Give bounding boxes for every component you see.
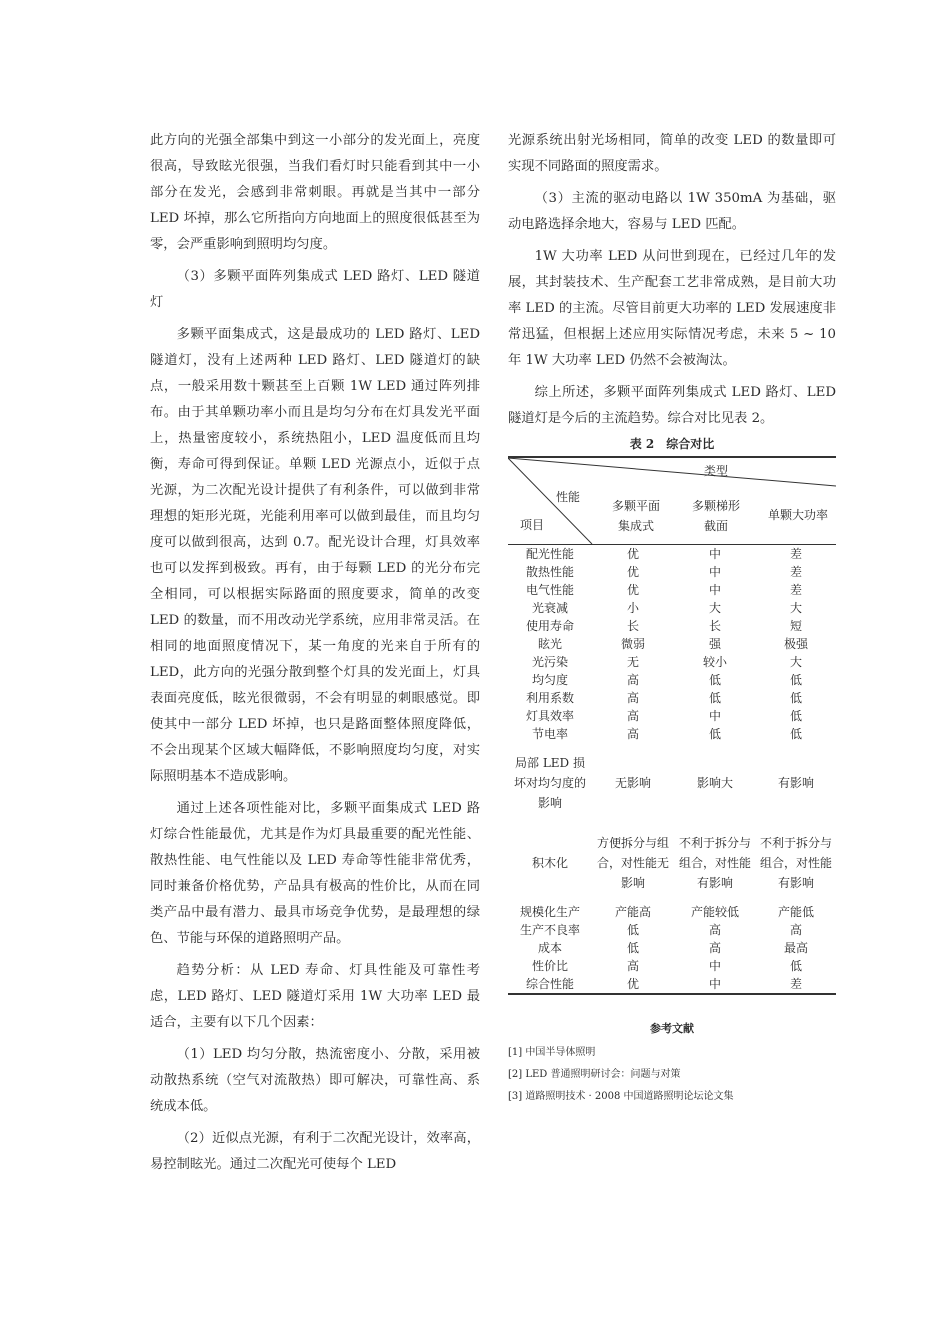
reference-item: [1] 中国半导体照明 — [508, 1047, 596, 1058]
table-row — [508, 975, 836, 994]
row-label-cell: 配光性能 — [525, 547, 574, 561]
table-cell: 中 — [708, 709, 721, 723]
table-row — [508, 599, 836, 617]
table-cell: 大 — [708, 601, 721, 615]
paragraph: 通过上述各项性能对比，多颗平面集成式 LED 路灯综合性能最优，尤其是作为灯具最重要的配光性能、散热性能、电气性能以及 LED 寿命等性能非常优秀，同时兼备价格优势，产品具有极高的性价比，从而在同类产品中最有潜力、最具市场竞争优势，是最理想的绿色、节能与环保的道路照明产品。 — [150, 801, 480, 946]
table-cell: 差 — [789, 583, 802, 597]
table-cell: 低 — [708, 673, 721, 687]
table-cell: 影响大 — [696, 776, 733, 790]
table-cell: 低 — [789, 709, 802, 723]
table-row — [508, 545, 836, 564]
table-cell: 较小 — [702, 655, 727, 669]
reference-item: [2] LED 普通照明研讨会：问题与对策 — [508, 1069, 681, 1080]
paragraph: （3）主流的驱动电路以 1W 350mA 为基础，驱动电路选择余地大，容易与 LED 匹配。 — [508, 191, 836, 232]
paragraph: 多颗平面集成式，这是最成功的 LED 路灯、LED 隧道灯，没有上述两种 LED 路灯、LED 隧道灯的缺点，一般采用数十颗甚至上百颗 1W LED 通过阵列排布。由于其单颗功率小而且是均匀分布在灯具发光平面上，热量密度较小，系统热阻小，LED 温度低而且均衡，寿命可得到保证。单颗 LED 光源点小，近似于点光源，为二次配光设计提供了有利条件，可以做到非常理想的矩形光斑，光能利用率可以做到最佳，而且均匀度可以做到很高，达到 0.7。配光设计合理，灯具效率也可以发挥到极致。再有，由于每颗 LED 的光分布完全相同，可以根据实际路面的照度要求，简单的改变 LED 的数量，而不用改动光学系统，应用非常灵活。在相同的地面照度情况下，某一角度的光来自于所有的 LED，此方向的光强分散到整个灯具的发光面上，灯具表面亮度低，眩光很微弱，不会有明显的刺眼感觉。即使其中一部分 LED 坏掉，也只是路面整体照度降低，不会出现某个区域大幅降低，不影响照度均匀度，对实际照明基本不造成影响。 — [150, 327, 480, 784]
table-cell: 低 — [789, 673, 802, 687]
paragraph: （1）LED 均匀分散，热流密度小、分散，采用被动散热系统（空气对流散热）即可解决，可靠性高、系统成本低。 — [150, 1047, 480, 1114]
table-row — [508, 671, 836, 689]
table-diagonal-header — [508, 458, 836, 544]
table-cell: 低 — [789, 959, 802, 973]
table-cell: 大 — [789, 601, 802, 615]
table-cell: 差 — [789, 547, 802, 561]
table-cell: 高 — [626, 691, 639, 705]
table-cell: 高 — [626, 959, 639, 973]
table-cell: 长 — [708, 619, 721, 633]
table-cell: 中 — [708, 583, 721, 597]
table-cell: 无影响 — [614, 776, 651, 790]
table-cell: 低 — [626, 923, 639, 937]
table-cell: 低 — [626, 941, 639, 955]
table-cell: 高 — [626, 673, 639, 687]
table-cell: 优 — [592, 975, 674, 994]
table-row — [508, 903, 836, 921]
table-row — [508, 957, 836, 975]
table-cell: 中 — [708, 565, 721, 579]
row-label-cell: 成本 — [537, 941, 562, 955]
row-label-cell: 综合性能 — [508, 975, 592, 994]
table-cell: 中 — [674, 975, 756, 994]
table-cell: 中 — [708, 959, 721, 973]
table-cell: 差 — [756, 975, 836, 994]
left-column — [150, 128, 480, 1178]
row-label-cell: 利用系数 — [525, 691, 574, 705]
table-title: 表 2 综合对比 — [629, 437, 715, 451]
table-row — [508, 743, 836, 823]
references-title: 参考文献 — [650, 1022, 694, 1035]
table-row — [508, 823, 836, 903]
table-cell: 产能较低 — [690, 905, 739, 919]
row-label-cell: 电气性能 — [525, 583, 574, 597]
row-label-cell: 眩光 — [537, 637, 562, 651]
comparison-table — [508, 456, 836, 995]
row-label-cell: 光污染 — [531, 655, 568, 669]
table-cell: 产能低 — [777, 905, 814, 919]
table-cell: 优 — [626, 547, 639, 561]
references-section — [508, 1018, 836, 1108]
table-cell: 不利于拆分与组合，对性能有影响 — [678, 836, 751, 890]
table-row — [508, 617, 836, 635]
row-label-cell: 规模化生产 — [519, 905, 580, 919]
paragraph: 趋势分析：从 LED 寿命、灯具性能及可靠性考虑，LED 路灯、LED 隧道灯采用 1W 大功率 LED 最适合，主要有以下几个因素： — [150, 963, 480, 1030]
table-cell: 极强 — [783, 637, 808, 651]
table-cell: 优 — [626, 583, 639, 597]
table-cell: 低 — [708, 691, 721, 705]
table-row — [508, 689, 836, 707]
table-cell: 低 — [789, 727, 802, 741]
references-list — [508, 1042, 836, 1108]
table-cell: 高 — [626, 727, 639, 741]
table-row — [508, 725, 836, 743]
table-cell: 中 — [708, 547, 721, 561]
table-cell: 强 — [708, 637, 721, 651]
header-item-label: 项目 — [520, 518, 545, 532]
row-label-cell: 使用寿命 — [525, 619, 574, 633]
table-row — [508, 921, 836, 939]
table-cell: 微弱 — [620, 637, 645, 651]
row-label-cell: 生产不良率 — [519, 923, 580, 937]
table-cell: 无 — [626, 655, 639, 669]
header-col-1: 多颗平面集成式 — [611, 499, 660, 533]
right-paragraphs — [508, 128, 836, 432]
table-cell: 短 — [789, 619, 802, 633]
row-label-cell: 散热性能 — [525, 565, 574, 579]
table-row — [508, 635, 836, 653]
header-col-2: 多颗梯形截面 — [691, 499, 740, 533]
table-cell: 不利于拆分与组合，对性能有影响 — [760, 836, 833, 890]
table-cell: 高 — [708, 941, 721, 955]
table-cell: 大 — [789, 655, 802, 669]
reference-item: [3] 道路照明技术 · 2008 中国道路照明论坛论文集 — [508, 1091, 734, 1102]
table-cell: 低 — [789, 691, 802, 705]
table-cell: 方便拆分与组合，对性能无影响 — [596, 836, 669, 890]
row-label-cell: 灯具效率 — [525, 709, 574, 723]
table-row — [508, 581, 836, 599]
paragraph: 综上所述，多颗平面阵列集成式 LED 路灯、LED 隧道灯是今后的主流趋势。综合对比见表 2。 — [508, 385, 836, 426]
row-label-cell: 局部 LED 损坏对均匀度的影响 — [513, 756, 586, 810]
table-row — [508, 563, 836, 581]
paragraph: （3）多颗平面阵列集成式 LED 路灯、LED 隧道灯 — [150, 269, 480, 310]
right-column — [508, 128, 836, 995]
table-cell: 最高 — [783, 941, 808, 955]
table-cell: 差 — [789, 565, 802, 579]
header-type-label: 类型 — [704, 464, 729, 478]
header-perf-label: 性能 — [556, 490, 581, 504]
table-row — [508, 707, 836, 725]
table-cell: 低 — [708, 727, 721, 741]
paragraph: （2）近似点光源，有利于二次配光设计，效率高，易控制眩光。通过二次配光可使每个 LED — [150, 1131, 480, 1172]
row-label-cell: 节电率 — [531, 727, 568, 741]
row-label-cell: 积木化 — [531, 856, 568, 870]
row-label-cell: 光衰减 — [531, 601, 568, 615]
paragraph: 光源系统出射光场相同，简单的改变 LED 的数量即可实现不同路面的照度需求。 — [508, 133, 836, 174]
table-cell: 产能高 — [614, 905, 651, 919]
table-cell: 有影响 — [777, 776, 814, 790]
table-cell: 高 — [708, 923, 721, 937]
row-label-cell: 性价比 — [531, 959, 568, 973]
table-cell: 高 — [789, 923, 802, 937]
table-row — [508, 939, 836, 957]
paragraph: 此方向的光强全部集中到这一小部分的发光面上，亮度很高，导致眩光很强，当我们看灯时只能看到其中一小部分在发光，会感到非常刺眼。再就是当其中一部分 LED 坏掉，那么它所指向方向地面上的照度很低甚至为零，会严重影响到照明均匀度。 — [150, 133, 480, 252]
paragraph: 1W 大功率 LED 从问世到现在，已经过几年的发展，其封装技术、生产配套工艺非常成熟，是目前大功率 LED 的主流。尽管目前更大功率的 LED 发展速度非常迅猛，但根据上述应用实际情况考虑，未来 5 ~ 10 年 1W 大功率 LED 仍然不会被淘汰。 — [508, 249, 836, 368]
table-cell: 长 — [626, 619, 639, 633]
table-row — [508, 653, 836, 671]
header-col-3: 单颗大功率 — [767, 508, 828, 522]
table-cell: 小 — [626, 601, 639, 615]
table-cell: 高 — [626, 709, 639, 723]
table-header-row — [508, 457, 836, 545]
row-label-cell: 均匀度 — [531, 673, 568, 687]
table-cell: 优 — [626, 565, 639, 579]
